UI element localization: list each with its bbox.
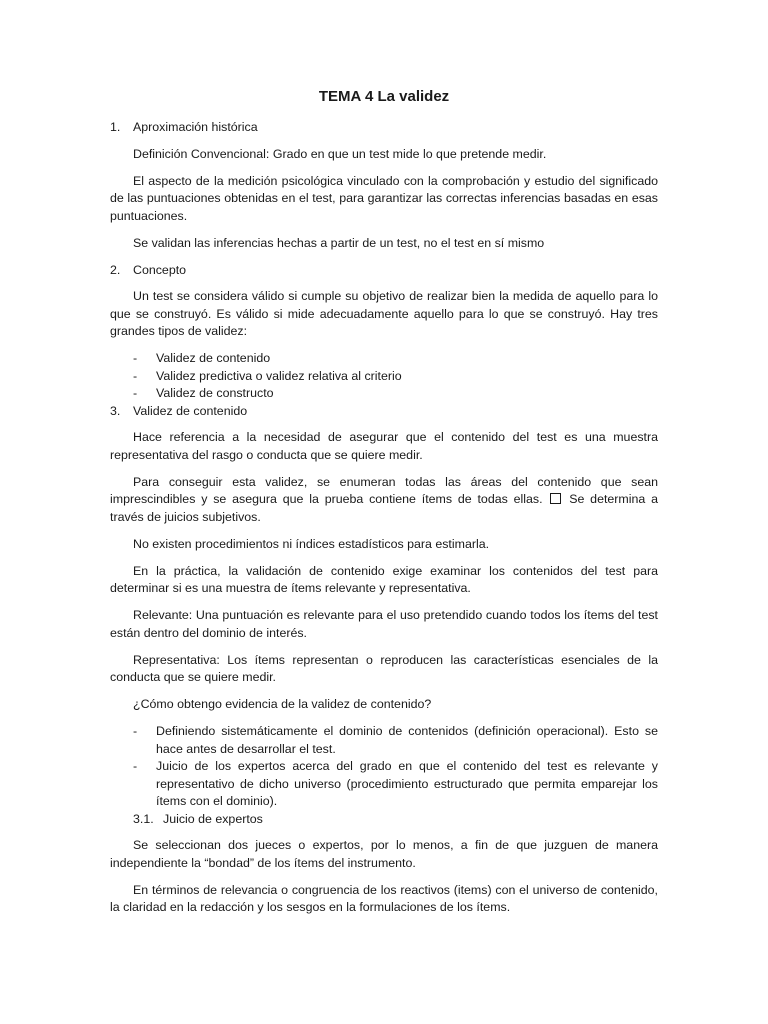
paragraph: Se seleccionan dos jueces o expertos, por lo menos, a fin de que juzguen de manera independiente la “bondad” de los ítems del instrumento. xyxy=(110,838,658,870)
section-title: Aproximación histórica xyxy=(133,120,258,134)
paragraph: Definición Convencional: Grado en que un test mide lo que pretende medir. xyxy=(133,146,547,161)
section-title: Juicio de expertos xyxy=(163,811,263,826)
validity-types-list xyxy=(110,350,658,403)
section-1-heading xyxy=(110,119,658,137)
list-item xyxy=(133,723,658,758)
paragraph: El aspecto de la medición psicológica vinculado con la comprobación y estudio del significado de las puntuaciones obtenidas en el test, para garantizar las correctas inferencias basadas en esas puntuaciones. xyxy=(110,173,658,223)
section-number: 1. xyxy=(110,120,121,134)
document-body xyxy=(110,86,658,926)
paragraph-text: Para conseguir esta validez, se enumeran todas las áreas del contenido que sean imprescindibles y se asegura que la prueba contiene ítems de todas ellas. xyxy=(110,474,658,506)
list-item xyxy=(133,385,658,403)
section-number: 3. xyxy=(110,403,121,418)
section-title: Concepto xyxy=(133,262,187,277)
list-item-text: Validez de constructo xyxy=(156,386,274,400)
section-3-1-heading xyxy=(110,811,658,829)
dash-bullet: - xyxy=(133,724,138,738)
page-title: TEMA 4 La validez xyxy=(318,88,450,105)
section-3-heading xyxy=(110,403,658,421)
paragraph: Hace referencia a la necesidad de asegurar que el contenido del test es una muestra representativa del rasgo o conducta que se quiere medir. xyxy=(110,430,658,462)
section-2-heading xyxy=(110,262,658,280)
paragraph: Representativa: Los ítems representan o reproducen las características esenciales de la conducta que se quiere medir. xyxy=(110,652,658,684)
dash-bullet: - xyxy=(133,386,138,400)
dash-bullet: - xyxy=(133,759,138,773)
paragraph: En términos de relevancia o congruencia de los reactivos (items) con el universo de contenido, la claridad en la redacción y los sesgos en la formulaciones de los ítems. xyxy=(110,882,658,914)
evidence-list xyxy=(110,723,658,811)
paragraph: Un test se considera válido si cumple su objetivo de realizar bien la medida de aquello para lo que se construyó. Es válido si mide adecuadamente aquello para lo que se construyó. Hay tres grandes tipos de validez: xyxy=(110,289,658,338)
list-item-text: Validez de contenido xyxy=(156,351,271,365)
checkbox-square-icon xyxy=(550,493,561,504)
list-item xyxy=(133,368,658,386)
paragraph: Se validan las inferencias hechas a partir de un test, no el test en sí mismo xyxy=(133,235,545,250)
list-item-text: Definiendo sistemáticamente el dominio de contenidos (definición operacional). Esto se hace antes de desarrollar el test. xyxy=(156,724,658,756)
section-number: 3.1. xyxy=(133,811,154,826)
dash-bullet: - xyxy=(133,368,138,383)
section-title: Validez de contenido xyxy=(133,403,248,418)
section-number: 2. xyxy=(110,262,121,277)
paragraph-text: Se determina a través de juicios subjetivos. xyxy=(110,492,658,524)
paragraph xyxy=(110,474,658,527)
list-item xyxy=(133,350,658,368)
list-item-text: Juicio de los expertos acerca del grado en que el contenido del test es relevante y representativo de dicho universo (procedimiento estructurado que permita emparejar los ítems con el dominio). xyxy=(156,759,658,808)
paragraph: ¿Cómo obtengo evidencia de la validez de contenido? xyxy=(133,697,432,711)
list-item xyxy=(133,758,658,811)
paragraph: En la práctica, la validación de contenido exige examinar los contenidos del test para determinar si es una muestra de ítems relevante y representativa. xyxy=(110,563,658,595)
paragraph: Relevante: Una puntuación es relevante para el uso pretendido cuando todos los ítems del test están dentro del dominio de interés. xyxy=(110,608,658,640)
paragraph: No existen procedimientos ni índices estadísticos para estimarla. xyxy=(133,536,490,551)
dash-bullet: - xyxy=(133,351,138,365)
list-item-text: Validez predictiva o validez relativa al criterio xyxy=(156,368,402,383)
